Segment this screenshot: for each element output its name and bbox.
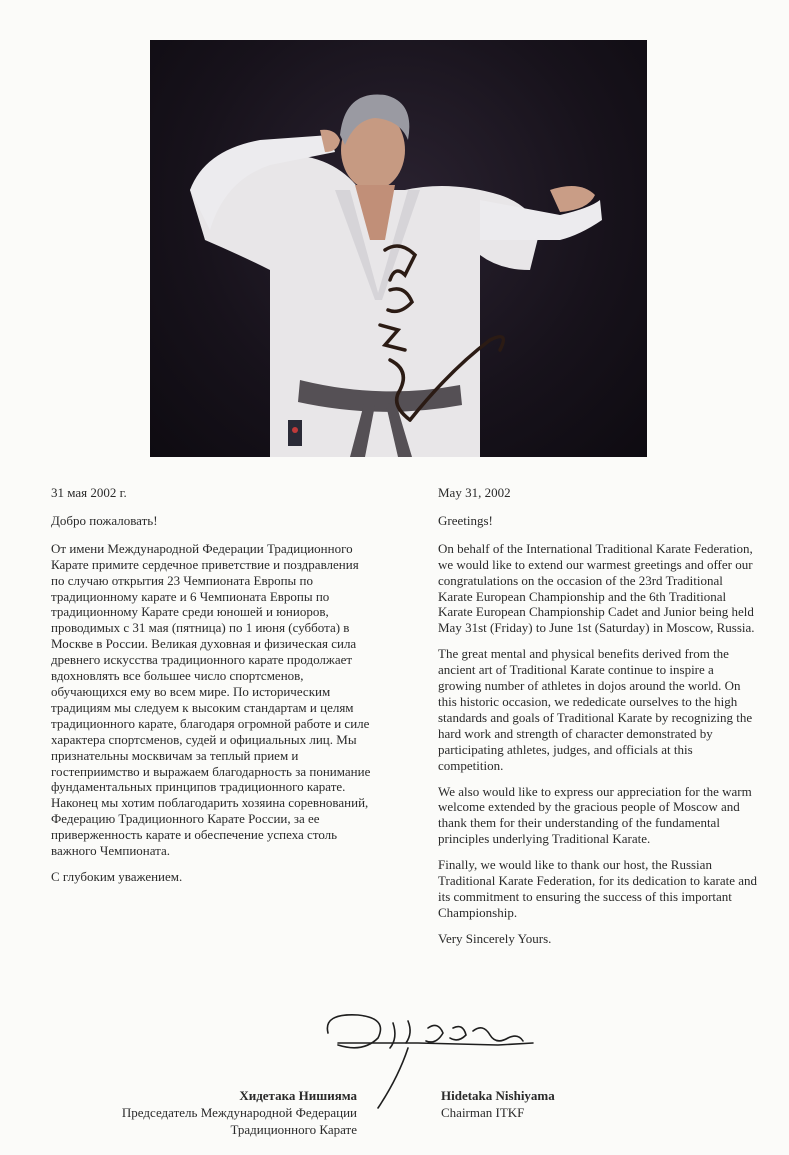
portrait-photo <box>150 40 647 457</box>
greeting-en: Greetings! <box>438 512 493 528</box>
greeting-ru: Добро пожаловать! <box>51 512 158 528</box>
closing-en: Very Sincerely Yours. <box>438 930 552 946</box>
signature-block-ru <box>122 1087 357 1138</box>
body-paragraph-en-3: We also would like to express our appreciation for the warm welcome extended by the gracious people of Moscow and thank them for their understanding of the fundamental principles underlying Traditional Karate. <box>438 783 752 847</box>
signatory-name-en: Hidetaka Nishiyama <box>441 1088 555 1103</box>
closing-ru: С глубоким уважением. <box>51 868 183 884</box>
signatory-title-ru-1: Председатель Международной Федерации <box>121 1105 357 1120</box>
portrait-illustration <box>150 40 647 457</box>
body-paragraph-en-4: Finally, we would like to thank our host, the Russian Traditional Karate Federation, for its dedication to karate and its commitment to ensuring the success of this important Championship. <box>438 857 758 920</box>
date-en: May 31, 2002 <box>438 485 511 500</box>
body-paragraph-ru: От имени Международной Федерации Традиционного Карате примите сердечное приветствие и поздравления по случаю открытия 23 Чемпионата Европы по традиционному карате и 6 Чемпионата Европы по традиционному Карате среди юношей и юниоров, проводимых с 31 мая (пятница) по 1 июня (суббота) в Москве в России. Великая духовная и физическая сила древнего искусства традиционного карате продолжает вдохновлять все большее число спортсменов, обучающихся ему во всем мире. По историческим традициям мы следуем к высоким стандартам и целям традиционного карате, благодаря огромной работе и силе характера спортсменов, судей и официальных лиц. Мы признательны москвичам за теплый прием и гостеприимство и выражаем благодарность за понимание фундаментальных принципов традиционного карате. Наконец мы хотим поблагодарить хозяина соревнований, Федерацию Традиционного Карате России, за ее приверженность карате и обеспечение успеха столь важного Чемпионата. <box>51 540 371 859</box>
english-column <box>438 485 758 957</box>
signatory-title-en: Chairman ITKF <box>441 1105 525 1120</box>
signature-block-en <box>441 1087 555 1121</box>
date-ru: 31 мая 2002 г. <box>51 485 127 500</box>
signatory-title-ru-2: Традиционного Карате <box>230 1122 357 1137</box>
russian-column <box>51 485 371 895</box>
signatory-name-ru: Хидетака Нишияма <box>239 1088 357 1103</box>
body-paragraph-en-2: The great mental and physical benefits derived from the ancient art of Traditional Karate continue to inspire a growing number of athletes in dojos around the world. On this historic occasion, we rededicate ourselves to the high standards and goals of Traditional Karate by recognizing the hard work and strength of character demonstrated by participating athletes, judges, and officials at this competition. <box>438 646 753 773</box>
body-paragraph-en-1: On behalf of the International Traditional Karate Federation, we would like to extend our warmest greetings and offer our congratulations on the occasion of the 23rd Traditional Karate European Championship and the 6th Traditional Karate European Championship Cadet and Junior being held May 31st (Friday) to June 1st (Saturday) in Moscow, Russia. <box>438 540 755 636</box>
